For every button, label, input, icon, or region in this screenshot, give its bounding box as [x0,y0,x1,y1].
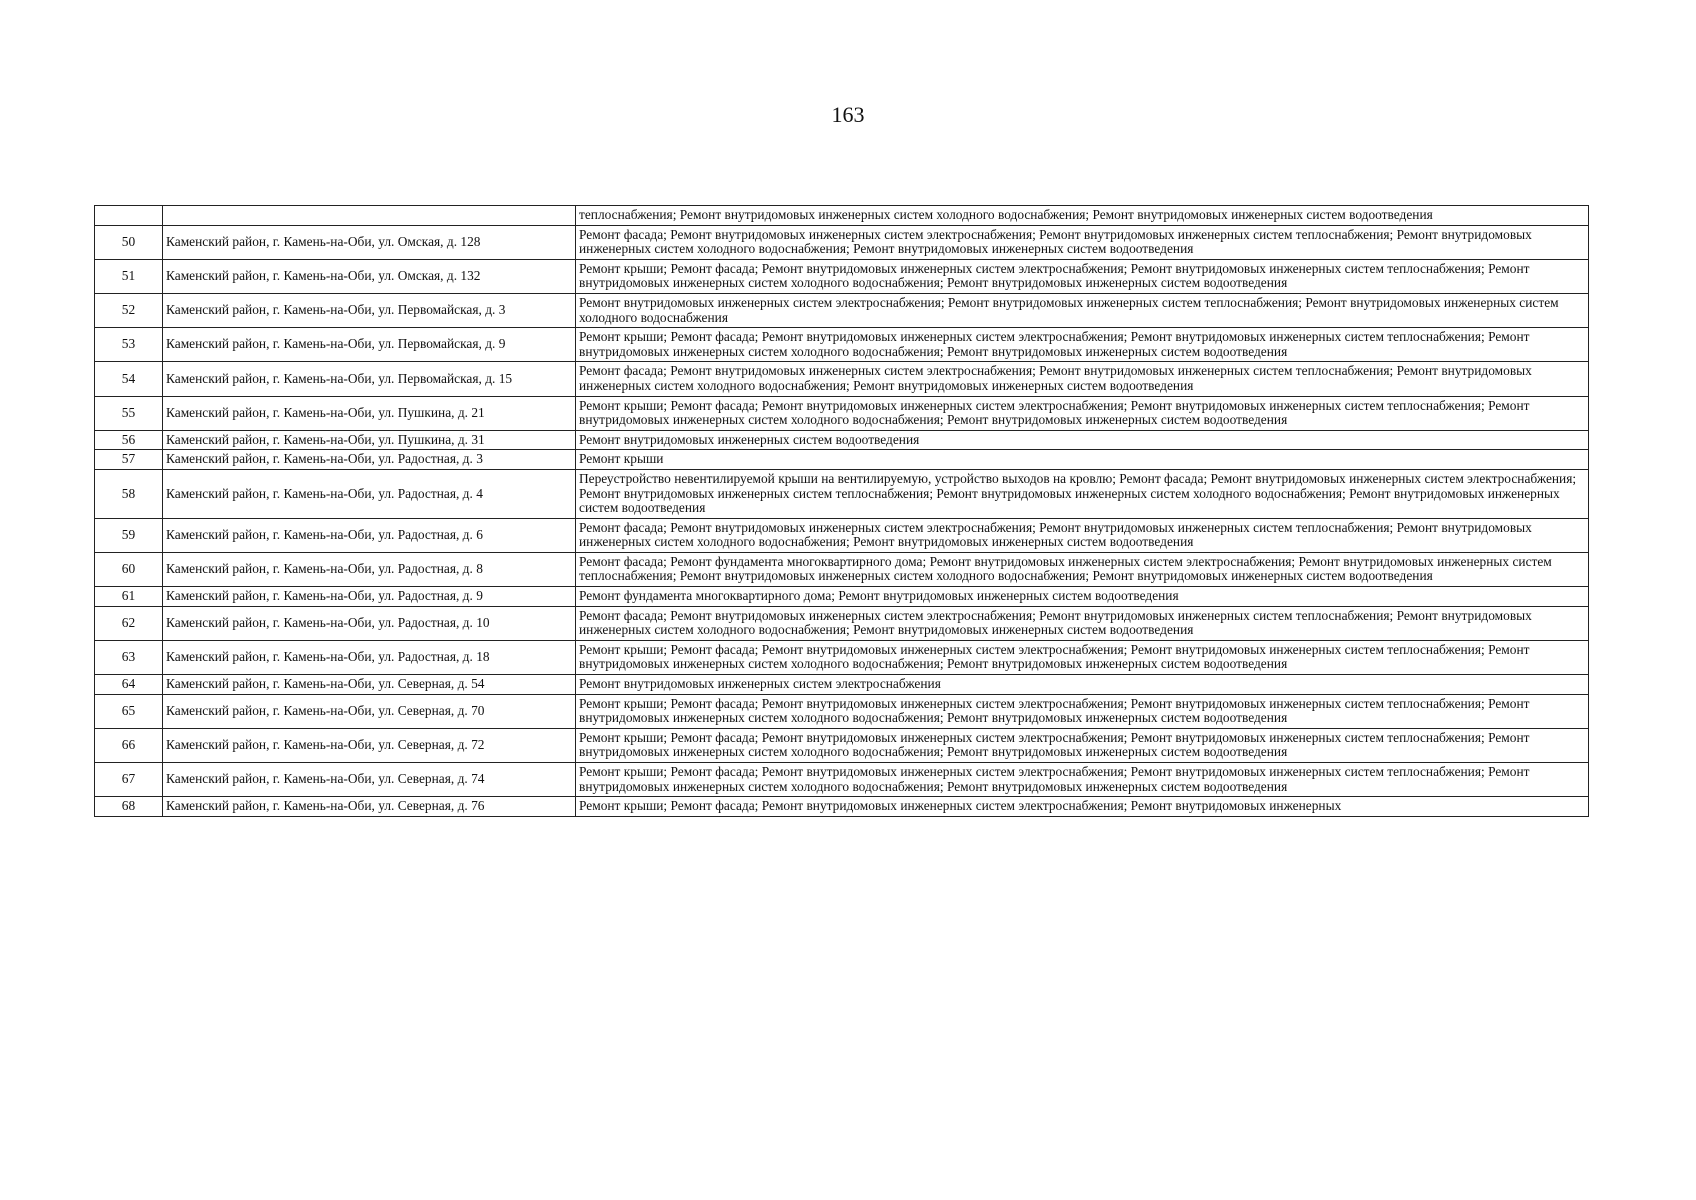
address-cell: Каменский район, г. Камень-на-Оби, ул. Радостная, д. 3 [163,450,576,470]
works-cell: Ремонт фасада; Ремонт фундамента многоквартирного дома; Ремонт внутридомовых инженерных систем электроснабжения; Ремонт внутридомовых инженерных систем теплоснабжения; Ремонт внутридомовых инженерных систем холодного водоснабжения; Ремонт внутридомовых инженерных систем водоотведения [576,552,1589,586]
row-number-cell: 52 [95,293,163,327]
row-number-cell: 50 [95,225,163,259]
table-row-continuation [95,206,1589,226]
works-cell: Ремонт внутридомовых инженерных систем электроснабжения; Ремонт внутридомовых инженерных систем теплоснабжения; Ремонт внутридомовых инженерных систем холодного водоснабжения [576,293,1589,327]
works-cell: Ремонт фундамента многоквартирного дома; Ремонт внутридомовых инженерных систем водоотведения [576,587,1589,607]
table-row [95,694,1589,728]
table-row [95,640,1589,674]
table-row [95,293,1589,327]
row-number-cell: 65 [95,694,163,728]
table-row [95,518,1589,552]
row-number-cell: 54 [95,362,163,396]
row-number-cell: 60 [95,552,163,586]
table-row [95,469,1589,518]
table-row [95,450,1589,470]
works-cell: Ремонт внутридомовых инженерных систем водоотведения [576,430,1589,450]
works-cell: Ремонт фасада; Ремонт внутридомовых инженерных систем электроснабжения; Ремонт внутридомовых инженерных систем теплоснабжения; Ремонт внутридомовых инженерных систем холодного водоснабжения; Ремонт внутридомовых инженерных систем водоотведения [576,518,1589,552]
address-cell: Каменский район, г. Камень-на-Оби, ул. Радостная, д. 18 [163,640,576,674]
row-number-cell [95,206,163,226]
table-row [95,328,1589,362]
table-row [95,396,1589,430]
row-number-cell: 68 [95,797,163,817]
address-cell: Каменский район, г. Камень-на-Оби, ул. Радостная, д. 8 [163,552,576,586]
works-cell: Ремонт крыши; Ремонт фасада; Ремонт внутридомовых инженерных систем электроснабжения; Ремонт внутридомовых инженерных систем теплоснабжения; Ремонт внутридомовых инженерных систем холодного водоснабжения; Ремонт внутридомовых инженерных систем водоотведения [576,640,1589,674]
address-cell [163,206,576,226]
address-cell: Каменский район, г. Камень-на-Оби, ул. Северная, д. 70 [163,694,576,728]
table-row [95,675,1589,695]
table-row [95,430,1589,450]
address-cell: Каменский район, г. Камень-на-Оби, ул. Радостная, д. 6 [163,518,576,552]
table-row [95,728,1589,762]
works-cell: Ремонт крыши [576,450,1589,470]
address-cell: Каменский район, г. Камень-на-Оби, ул. Северная, д. 74 [163,763,576,797]
table-row [95,606,1589,640]
table-row [95,587,1589,607]
address-cell: Каменский район, г. Камень-на-Оби, ул. Пушкина, д. 21 [163,396,576,430]
table-row [95,225,1589,259]
table-body [95,206,1589,817]
works-cell: Ремонт крыши; Ремонт фасада; Ремонт внутридомовых инженерных систем электроснабжения; Ремонт внутридомовых инженерных систем теплоснабжения; Ремонт внутридомовых инженерных систем холодного водоснабжения; Ремонт внутридомовых инженерных систем водоотведения [576,396,1589,430]
repair-works-table [94,205,1589,817]
row-number-cell: 59 [95,518,163,552]
page-number: 163 [831,102,865,127]
works-cell: Ремонт крыши; Ремонт фасада; Ремонт внутридомовых инженерных систем электроснабжения; Ремонт внутридомовых инженерных систем теплоснабжения; Ремонт внутридомовых инженерных систем холодного водоснабжения; Ремонт внутридомовых инженерных систем водоотведения [576,728,1589,762]
row-number-cell: 67 [95,763,163,797]
table-row [95,552,1589,586]
works-cell: Ремонт фасада; Ремонт внутридомовых инженерных систем электроснабжения; Ремонт внутридомовых инженерных систем теплоснабжения; Ремонт внутридомовых инженерных систем холодного водоснабжения; Ремонт внутридомовых инженерных систем водоотведения [576,606,1589,640]
address-cell: Каменский район, г. Камень-на-Оби, ул. Первомайская, д. 3 [163,293,576,327]
works-cell: Переустройство невентилируемой крыши на вентилируемую, устройство выходов на кровлю; Ремонт фасада; Ремонт внутридомовых инженерных систем электроснабжения; Ремонт внутридомовых инженерных систем теплоснабжения; Ремонт внутридомовых инженерных систем холодного водоснабжения; Ремонт внутридомовых инженерных систем водоотведения [576,469,1589,518]
row-number-cell: 58 [95,469,163,518]
row-number-cell: 66 [95,728,163,762]
table-row [95,797,1589,817]
row-number-cell: 62 [95,606,163,640]
row-number-cell: 51 [95,259,163,293]
works-cell: Ремонт крыши; Ремонт фасада; Ремонт внутридомовых инженерных систем электроснабжения; Ремонт внутридомовых инженерных систем теплоснабжения; Ремонт внутридомовых инженерных систем холодного водоснабжения; Ремонт внутридомовых инженерных систем водоотведения [576,259,1589,293]
works-cell: Ремонт крыши; Ремонт фасада; Ремонт внутридомовых инженерных систем электроснабжения; Ремонт внутридомовых инженерных систем теплоснабжения; Ремонт внутридомовых инженерных систем холодного водоснабжения; Ремонт внутридомовых инженерных систем водоотведения [576,694,1589,728]
address-cell: Каменский район, г. Камень-на-Оби, ул. Радостная, д. 10 [163,606,576,640]
address-cell: Каменский район, г. Камень-на-Оби, ул. Первомайская, д. 15 [163,362,576,396]
works-cell: Ремонт крыши; Ремонт фасада; Ремонт внутридомовых инженерных систем электроснабжения; Ремонт внутридомовых инженерных [576,797,1589,817]
table-row [95,259,1589,293]
works-cell: Ремонт крыши; Ремонт фасада; Ремонт внутридомовых инженерных систем электроснабжения; Ремонт внутридомовых инженерных систем теплоснабжения; Ремонт внутридомовых инженерных систем холодного водоснабжения; Ремонт внутридомовых инженерных систем водоотведения [576,763,1589,797]
table-row [95,362,1589,396]
works-cell: Ремонт фасада; Ремонт внутридомовых инженерных систем электроснабжения; Ремонт внутридомовых инженерных систем теплоснабжения; Ремонт внутридомовых инженерных систем холодного водоснабжения; Ремонт внутридомовых инженерных систем водоотведения [576,225,1589,259]
row-number-cell: 64 [95,675,163,695]
address-cell: Каменский район, г. Камень-на-Оби, ул. Пушкина, д. 31 [163,430,576,450]
works-cell: Ремонт крыши; Ремонт фасада; Ремонт внутридомовых инженерных систем электроснабжения; Ремонт внутридомовых инженерных систем теплоснабжения; Ремонт внутридомовых инженерных систем холодного водоснабжения; Ремонт внутридомовых инженерных систем водоотведения [576,328,1589,362]
row-number-cell: 63 [95,640,163,674]
row-number-cell: 55 [95,396,163,430]
address-cell: Каменский район, г. Камень-на-Оби, ул. Омская, д. 128 [163,225,576,259]
address-cell: Каменский район, г. Камень-на-Оби, ул. Северная, д. 76 [163,797,576,817]
address-cell: Каменский район, г. Камень-на-Оби, ул. Радостная, д. 9 [163,587,576,607]
address-cell: Каменский район, г. Камень-на-Оби, ул. Первомайская, д. 9 [163,328,576,362]
row-number-cell: 53 [95,328,163,362]
row-number-cell: 57 [95,450,163,470]
works-cell: Ремонт внутридомовых инженерных систем электроснабжения [576,675,1589,695]
row-number-cell: 61 [95,587,163,607]
row-number-cell: 56 [95,430,163,450]
address-cell: Каменский район, г. Камень-на-Оби, ул. Радостная, д. 4 [163,469,576,518]
works-cell: теплоснабжения; Ремонт внутридомовых инженерных систем холодного водоснабжения; Ремонт внутридомовых инженерных систем водоотведения [576,206,1589,226]
address-cell: Каменский район, г. Камень-на-Оби, ул. Северная, д. 54 [163,675,576,695]
address-cell: Каменский район, г. Камень-на-Оби, ул. Омская, д. 132 [163,259,576,293]
address-cell: Каменский район, г. Камень-на-Оби, ул. Северная, д. 72 [163,728,576,762]
works-cell: Ремонт фасада; Ремонт внутридомовых инженерных систем электроснабжения; Ремонт внутридомовых инженерных систем теплоснабжения; Ремонт внутридомовых инженерных систем холодного водоснабжения; Ремонт внутридомовых инженерных систем водоотведения [576,362,1589,396]
table-row [95,763,1589,797]
